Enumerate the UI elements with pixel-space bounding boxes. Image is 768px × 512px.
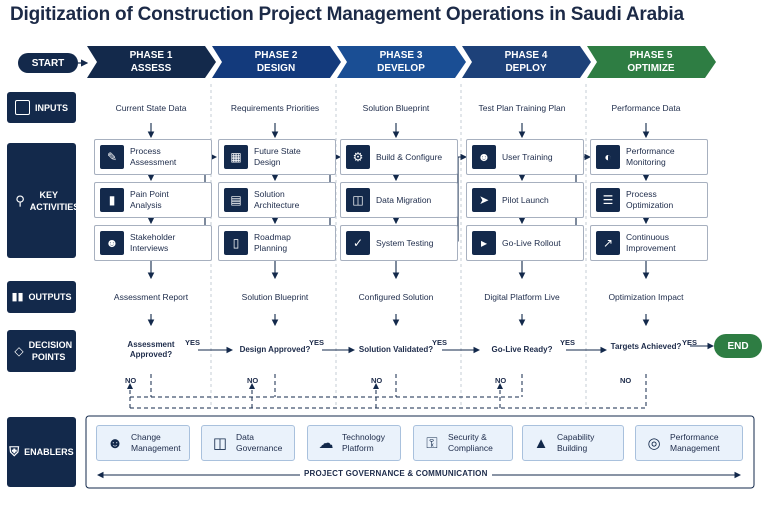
map-icon: ▯: [224, 231, 248, 255]
bar-chart-icon: ▮▮: [11, 291, 24, 303]
lock-icon: ⚿: [426, 434, 438, 452]
inputs-icon: [15, 100, 30, 115]
people-icon: ☻: [107, 434, 123, 452]
no-label-1: NO: [125, 376, 137, 385]
group-icon: ☻: [472, 145, 496, 169]
phase-1-label: PHASE 1 ASSESS: [129, 50, 173, 74]
document-icon: ▤: [224, 188, 248, 212]
enabler-capability-building: ▲ Capability Building: [522, 425, 624, 461]
cloud-icon: ☁: [318, 435, 334, 452]
sliders-icon: ☰: [596, 188, 620, 212]
yes-label-2: YES: [309, 338, 325, 347]
row-label-key-activities: ⚲ KEY ACTIVITIES: [7, 143, 76, 258]
activity-build-configure: ⚙ Build & Configure: [340, 139, 458, 175]
input-phase-4: Test Plan Training Plan: [477, 93, 567, 123]
input-phase-3: Solution Blueprint: [351, 93, 441, 123]
yes-label-1: YES: [185, 338, 201, 347]
governance-label: PROJECT GOVERNANCE & COMMUNICATION: [300, 469, 492, 478]
org-chart-icon: ▦: [224, 145, 248, 169]
activity-data-migration: ◫ Data Migration: [340, 182, 458, 218]
activity-solution-architecture: ▤ Solution Architecture: [218, 182, 336, 218]
no-label-2: NO: [247, 376, 259, 385]
row-label-enablers: ⛨ ENABLERS: [7, 417, 76, 487]
no-label-5: NO: [620, 376, 632, 385]
megaphone-icon: ▸: [472, 231, 496, 255]
activity-continuous-improvement: ↗ Continuous Improvement: [590, 225, 708, 261]
phase-5-label: PHASE 5 OPTIMIZE: [627, 50, 675, 74]
decision-phase-1: Assessment Approved?: [111, 330, 191, 370]
input-phase-1: Current State Data: [106, 93, 196, 123]
activity-process-assessment: ✎ Process Assessment: [94, 139, 212, 175]
enabler-performance-management: ◎ Performance Management: [635, 425, 743, 461]
activity-roadmap-planning: ▯ Roadmap Planning: [218, 225, 336, 261]
activity-stakeholder-interviews: ☻ Stakeholder Interviews: [94, 225, 212, 261]
people-icon: ☻: [100, 231, 124, 255]
check-circle-icon: ✓: [346, 231, 370, 255]
activity-pain-point-analysis: ▮ Pain Point Analysis: [94, 182, 212, 218]
start-node: START: [18, 53, 78, 73]
yes-label-3: YES: [432, 338, 448, 347]
yes-label-5: YES: [682, 338, 698, 347]
decision-phase-3: Solution Validated?: [356, 330, 436, 370]
output-phase-5: Optimization Impact: [601, 281, 691, 313]
no-label-3: NO: [371, 376, 383, 385]
output-phase-3: Configured Solution: [351, 281, 441, 313]
graduation-cap-icon: ▲: [533, 434, 549, 452]
yes-label-4: YES: [560, 338, 576, 347]
phase-4-label: PHASE 4 DEPLOY: [504, 50, 548, 74]
trend-up-icon: ↗: [596, 231, 620, 255]
decision-phase-4: Go-Live Ready?: [482, 330, 562, 370]
gear-icon: ⚙: [346, 145, 370, 169]
enabler-data-governance: ◫ Data Governance: [201, 425, 295, 461]
database-icon: ◫: [346, 188, 370, 212]
shield-check-icon: ⛨: [9, 444, 20, 459]
activity-go-live-rollout: ▸ Go-Live Rollout: [466, 225, 584, 261]
bar-chart-icon: ▮: [100, 188, 124, 212]
output-phase-4: Digital Platform Live: [477, 281, 567, 313]
row-label-outputs: ▮▮ OUTPUTS: [7, 281, 76, 313]
decision-phase-2: Design Approved?: [235, 330, 315, 370]
input-phase-2: Requirements Priorities: [230, 93, 320, 123]
input-phase-5: Performance Data: [601, 93, 691, 123]
target-icon: ◎: [647, 435, 661, 452]
output-phase-2: Solution Blueprint: [230, 281, 320, 313]
enabler-change-management: ☻ Change Management: [96, 425, 190, 461]
rocket-icon: ➤: [472, 188, 496, 212]
activity-pilot-launch: ➤ Pilot Launch: [466, 182, 584, 218]
enabler-technology-platform: ☁ Technology Platform: [307, 425, 401, 461]
no-label-4: NO: [495, 376, 507, 385]
phase-3-label: PHASE 3 DEVELOP: [377, 50, 425, 74]
output-phase-1: Assessment Report: [106, 281, 196, 313]
activity-user-training: ☻ User Training: [466, 139, 584, 175]
diamond-icon: ◇: [14, 344, 24, 358]
gauge-icon: ◐: [596, 145, 620, 169]
activity-process-optimization: ☰ Process Optimization: [590, 182, 708, 218]
row-label-inputs: INPUTS: [7, 92, 76, 123]
clipboard-check-icon: ✎: [100, 145, 124, 169]
activity-future-state-design: ▦ Future State Design: [218, 139, 336, 175]
row-label-decision-points: ◇ DECISION POINTS: [7, 330, 76, 372]
database-shield-icon: ◫: [212, 435, 228, 452]
enabler-security-compliance: ⚿ Security & Compliance: [413, 425, 513, 461]
end-node: END: [714, 334, 762, 358]
diagram-title: Digitization of Construction Project Management Operations in Saudi Arabia: [10, 4, 684, 25]
magnifier-icon: ⚲: [15, 192, 25, 208]
activity-performance-monitoring: ◐ Performance Monitoring: [590, 139, 708, 175]
activity-system-testing: ✓ System Testing: [340, 225, 458, 261]
phase-2-label: PHASE 2 DESIGN: [254, 50, 298, 74]
decision-phase-5: Targets Achieved?: [606, 327, 686, 367]
